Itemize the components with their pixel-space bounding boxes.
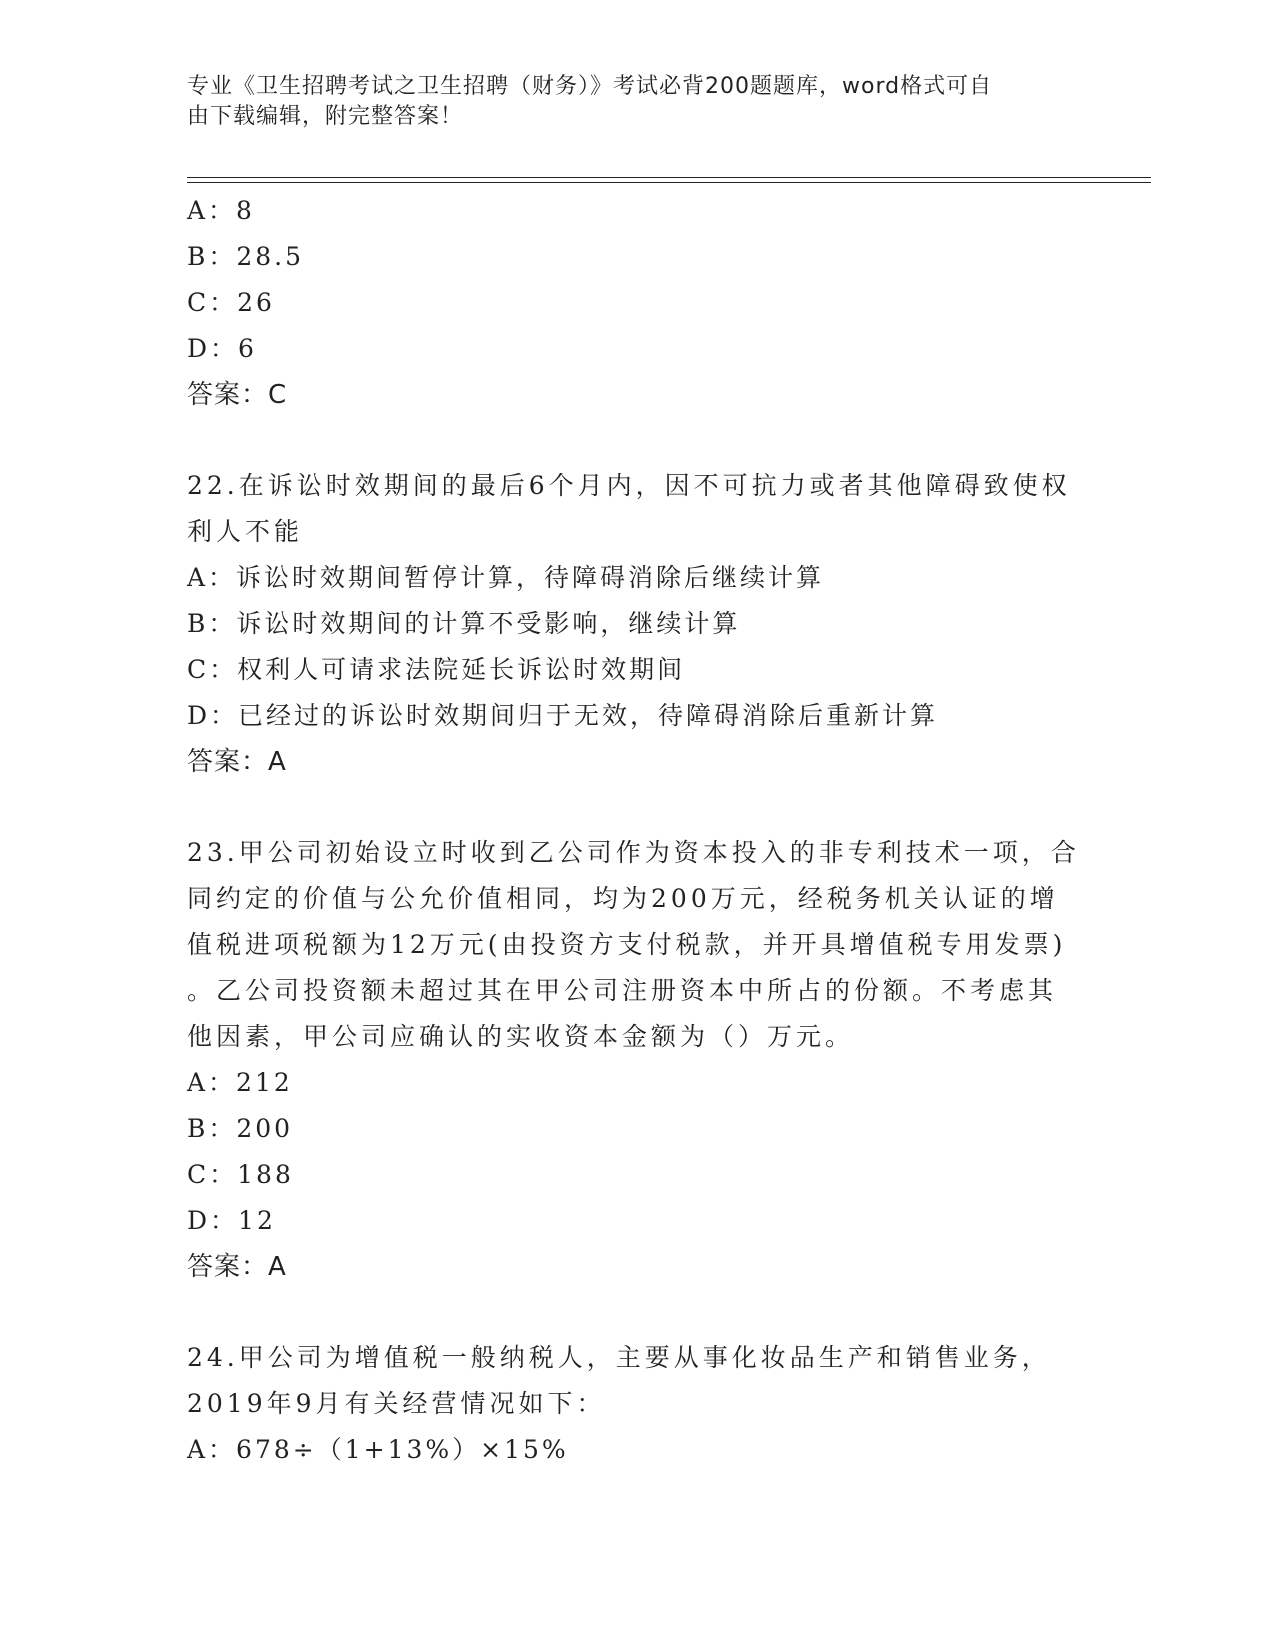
option-c: C：188 [187,1160,294,1189]
option-c: C：权利人可请求法院延长诉讼时效期间 [187,655,686,684]
answer: 答案：C [187,380,288,410]
answer: 答案：A [187,1252,287,1282]
question-24 [187,1335,1087,1473]
option-d: D：已经过的诉讼时效期间归于无效，待障碍消除后重新计算 [187,701,939,730]
option-c: C：26 [187,288,275,317]
header-divider-top [187,177,1151,178]
option-a: A：212 [187,1068,293,1097]
option-d: D：12 [187,1206,276,1235]
question-text-line: 他因素，甲公司应确认的实收资本金额为（）万元。 [187,1022,855,1051]
header-title-line-2: 由下载编辑，附完整答案！ [187,104,464,129]
question-list [187,188,1087,1473]
answer: 答案：A [187,747,287,777]
document-header [187,72,1067,132]
question-text-line: 23.甲公司初始设立时收到乙公司作为资本投入的非专利技术一项，合 [187,838,1080,867]
option-b: B：28.5 [187,242,305,271]
question-21-tail [187,188,1087,418]
question-text-line: 。乙公司投资额未超过其在甲公司注册资本中所占的份额。不考虑其 [187,976,1058,1005]
option-d: D：6 [187,334,257,363]
option-b: B：200 [187,1114,294,1143]
option-a: A：678÷（1+13%）×15% [187,1435,569,1464]
question-text-line: 同约定的价值与公允价值相同，均为200万元，经税务机关认证的增 [187,884,1059,913]
question-text-line: 22.在诉讼时效期间的最后6个月内，因不可抗力或者其他障碍致使权 [187,471,1071,500]
question-text-line: 2019年9月有关经营情况如下： [187,1389,606,1418]
question-22 [187,463,1087,785]
header-title-line-1: 专业《卫生招聘考试之卫生招聘（财务）》考试必背200题题库，word格式可自 [187,74,993,99]
option-a: A：诉讼时效期间暂停计算，待障碍消除后继续计算 [187,563,825,592]
question-23 [187,830,1087,1290]
option-a: A：8 [187,196,255,225]
question-text-line: 利人不能 [187,517,304,546]
option-b: B：诉讼时效期间的计算不受影响，继续计算 [187,609,741,638]
header-divider-bottom [187,182,1151,183]
question-text-line: 值税进项税额为12万元(由投资方支付税款，并开具增值税专用发票) [187,930,1067,959]
question-text-line: 24.甲公司为增值税一般纳税人，主要从事化妆品生产和销售业务， [187,1343,1051,1372]
